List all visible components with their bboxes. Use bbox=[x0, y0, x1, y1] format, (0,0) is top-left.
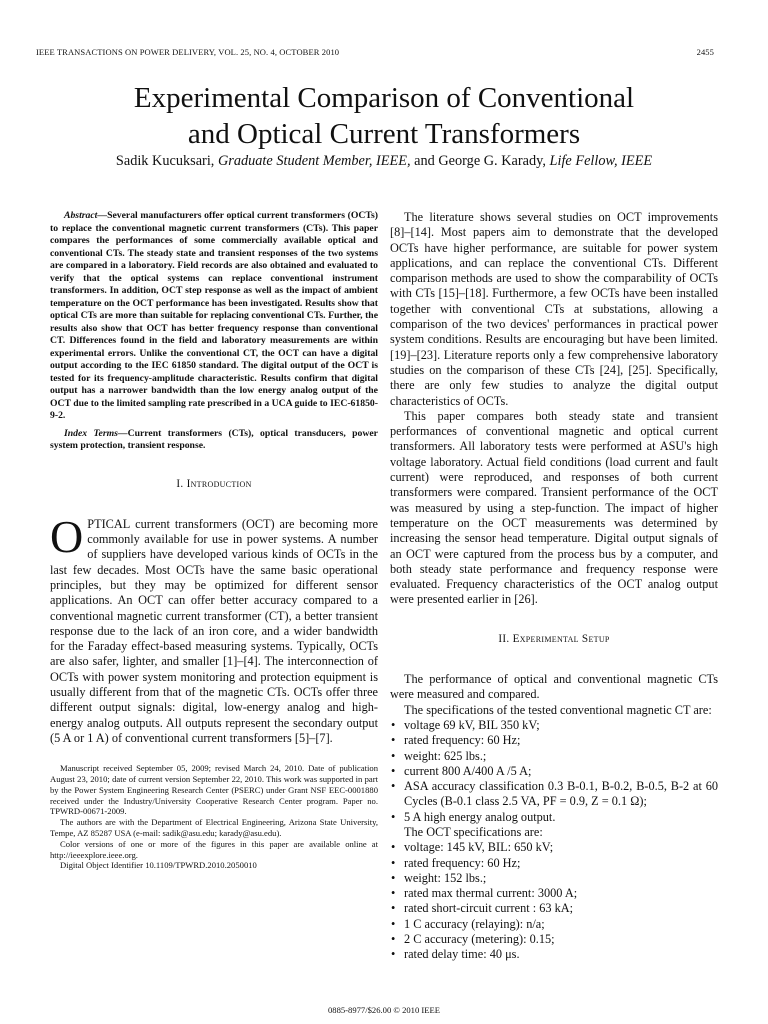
left-column bbox=[50, 210, 378, 871]
setup-paragraph-3: The OCT specifications are: bbox=[404, 824, 543, 839]
section-number: I. bbox=[176, 477, 184, 490]
list-item: • 5 A high energy analog output. bbox=[390, 810, 718, 825]
section-heading-experimental-setup bbox=[390, 632, 718, 647]
paper-scope-paragraph: This paper compares both steady state and transient performances of conventional magnetic and optical current transformers. All laboratory tests were performed at ASU's high voltage laboratory. Actual field conditions (load current and fault current) were reproduced, and responses of both current transformers were compared. Transient performance of the OCT was measured by using a step-function. The impact of higher temperature on the OCT measurements was determined by increasing the sensor head temperature. Digital output signals of an OCT were captured from the process bus by a computer, and both steady state performance and frequency response were evaluated. Frequency characteristics of the OCT analog output were presented earlier in [26]. bbox=[390, 408, 718, 607]
list-item: • ASA accuracy classification 0.3 B-0.1, B-0.2, B-0.5, B-2 at 60 Cycles (B-0.1 class 2.5 VA, PF = 0.9, Z = 0.1 Ω); bbox=[390, 779, 718, 810]
intro-text: current transformers (OCT) are becoming more commonly available for use in power systems. A number of suppliers have developed various kinds of OCTs in the last few decades. Most OCTs have the same basic operational principles, but they may be optimized for different sensor applications. An OCT can offer better accuracy compared to a conventional magnetic current transformer (CT), a better transient response due to the lack of an iron core, and a wider bandwidth for the Faraday effect-based measuring systems. Typically, OCTs are also safer, lighter, and smaller [1]–[4]. The interconnection of OCTs with power system monitoring and protection equipment is usually different from that of the magnetic CTs. OCTs offer three different output signals: digital, low-energy analog and high-energy analog outputs. All outputs represent the secondary output (5 A or 1 A) of conventional current transformers [5]–[7]. bbox=[50, 516, 378, 745]
index-terms-text: Current transformers (CTs), optical transducers, power system protection, transient response. bbox=[50, 427, 378, 451]
section-title: Introduction bbox=[186, 477, 252, 490]
section-number: II. bbox=[498, 632, 510, 645]
author-2: George G. Karady, bbox=[438, 153, 546, 169]
footnote-affiliation: The authors are with the Department of Electrical Engineering, Arizona State University, Tempe, AZ 85287 USA (e-mail: sadik@asu.edu; karady@asu.edu). bbox=[50, 817, 378, 839]
list-item: • voltage 69 kV, BIL 350 kV; bbox=[390, 718, 718, 733]
author-1: Sadik Kucuksari, bbox=[115, 153, 215, 169]
list-item: • 2 C accuracy (metering): 0.15; bbox=[390, 932, 718, 947]
author-line bbox=[40, 153, 728, 170]
drop-cap: O bbox=[50, 510, 84, 562]
introduction-paragraph bbox=[50, 510, 378, 746]
page-number: 2455 bbox=[696, 47, 714, 57]
author-1-role: Graduate Student Member, IEEE, bbox=[217, 153, 411, 169]
setup-paragraph-2: The specifications of the tested conventional magnetic CT are: bbox=[404, 702, 712, 717]
author-2-role: Life Fellow, IEEE bbox=[549, 153, 653, 169]
abstract-text: Several manufacturers offer optical current transformers (OCTs) to replace the conventional magnetic current transformers (CTs). This paper compares the performances of some commercially available optical and conventional CTs. The steady state and transient responses of the two systems are compared in a laboratory. Field records are also obtained and evaluated to verify that the optical systems can replace conventional instrument transformers. In addition, OCT step response as well as the impact of ambient temperature on the OCT performance has been investigated. Results show that optical CTs are more than suitable for replacing conventional CTs. Further, the results also show that OCT has better frequency response than conventional CT. Differences found in the field and laboratory measurements are within experimental errors. Unlike the conventional CT, the OCT can have a digital output according to the IEC 61850 standard. The digital output of the OCT is tested for its frequency-amplitude characteristic. Results confirm that digital output has a narrower bandwidth than the low energy analog output of the OCT due to the limited sampling rate prescribed in a UCA guide to IEC-61850-9-2. bbox=[50, 210, 378, 421]
literature-paragraph: The literature shows several studies on OCT improvements [8]–[14]. Most papers aim to demonstrate that the developed OCTs have higher performance, are suitable for power system applications, and can replace the conventional CTs. Different comparison methods are used to show the comparability of OCTs with CTs [15]–[18]. Furthermore, a few OCTs have been installed together with conventional CTs at substations, allowing a comparison of the two devices' performances in practical power system conditions. Results are encouraging but have been limited. [19]–[23]. Literature reports only a few comprehensive laboratory studies on the comparison of these CTs [24], [25]. Specifically, there are only few studies to analyze the digital output characteristics of OCTs. bbox=[390, 210, 718, 408]
abstract bbox=[50, 210, 378, 423]
setup-paragraph-1: The performance of optical and conventional magnetic CTs were measured and compared. bbox=[390, 672, 718, 702]
first-page-footnote bbox=[50, 763, 378, 871]
list-item: • rated max thermal current: 3000 A; bbox=[390, 886, 718, 901]
list-item: • current 800 A/400 A /5 A; bbox=[390, 764, 718, 779]
title-line-1: Experimental Comparison of Conventional bbox=[133, 82, 635, 114]
list-item: • weight: 152 lbs.; bbox=[390, 871, 718, 886]
title-line-2: and Optical Current Transformers bbox=[187, 118, 581, 150]
list-item: • 1 C accuracy (relaying): n/a; bbox=[390, 917, 718, 932]
list-item: • weight: 625 lbs.; bbox=[390, 749, 718, 764]
journal-header: IEEE TRANSACTIONS ON POWER DELIVERY, VOL. 25, NO. 4, OCTOBER 2010 bbox=[36, 47, 340, 57]
list-item: • rated frequency: 60 Hz; bbox=[390, 856, 718, 871]
oct-spec-list bbox=[390, 840, 718, 962]
author-conjunction: and bbox=[414, 153, 435, 169]
footnote-doi: Digital Object Identifier 10.1109/TPWRD.2010.2050010 bbox=[60, 860, 257, 871]
paper-title bbox=[40, 80, 728, 152]
running-header bbox=[36, 47, 714, 57]
footnote-color-versions: Color versions of one or more of the figures in this paper are available online at http://ieeexplore.ieee.org. bbox=[50, 838, 378, 860]
section-heading-introduction bbox=[50, 477, 378, 492]
list-item: • rated delay time: 40 μs. bbox=[390, 947, 718, 962]
right-column bbox=[390, 210, 718, 963]
index-terms-label: Index Terms— bbox=[64, 427, 128, 439]
abstract-label: Abstract— bbox=[64, 210, 108, 221]
intro-first-word: PTICAL bbox=[87, 516, 131, 531]
section-title: Experimental Setup bbox=[512, 632, 610, 645]
ct-spec-list bbox=[390, 718, 718, 825]
index-terms bbox=[50, 428, 378, 453]
list-item: • rated frequency: 60 Hz; bbox=[390, 733, 718, 748]
list-item: • voltage: 145 kV, BIL: 650 kV; bbox=[390, 840, 718, 855]
copyright-footer: 0885-8977/$26.00 © 2010 IEEE bbox=[327, 1005, 441, 1015]
footnote-manuscript: Manuscript received September 05, 2009; revised March 24, 2010. Date of publication August 23, 2010; date of current version September 22, 2010. This work was supported in part by the Power System Engineering Research Center (PSERC) under Grant NSF EEC-0001880 received under the Industry/University Cooperative Research Center program. Paper no. TPWRD-00671-2009. bbox=[50, 763, 378, 817]
list-item: • rated short-circuit current : 63 kA; bbox=[390, 901, 718, 916]
